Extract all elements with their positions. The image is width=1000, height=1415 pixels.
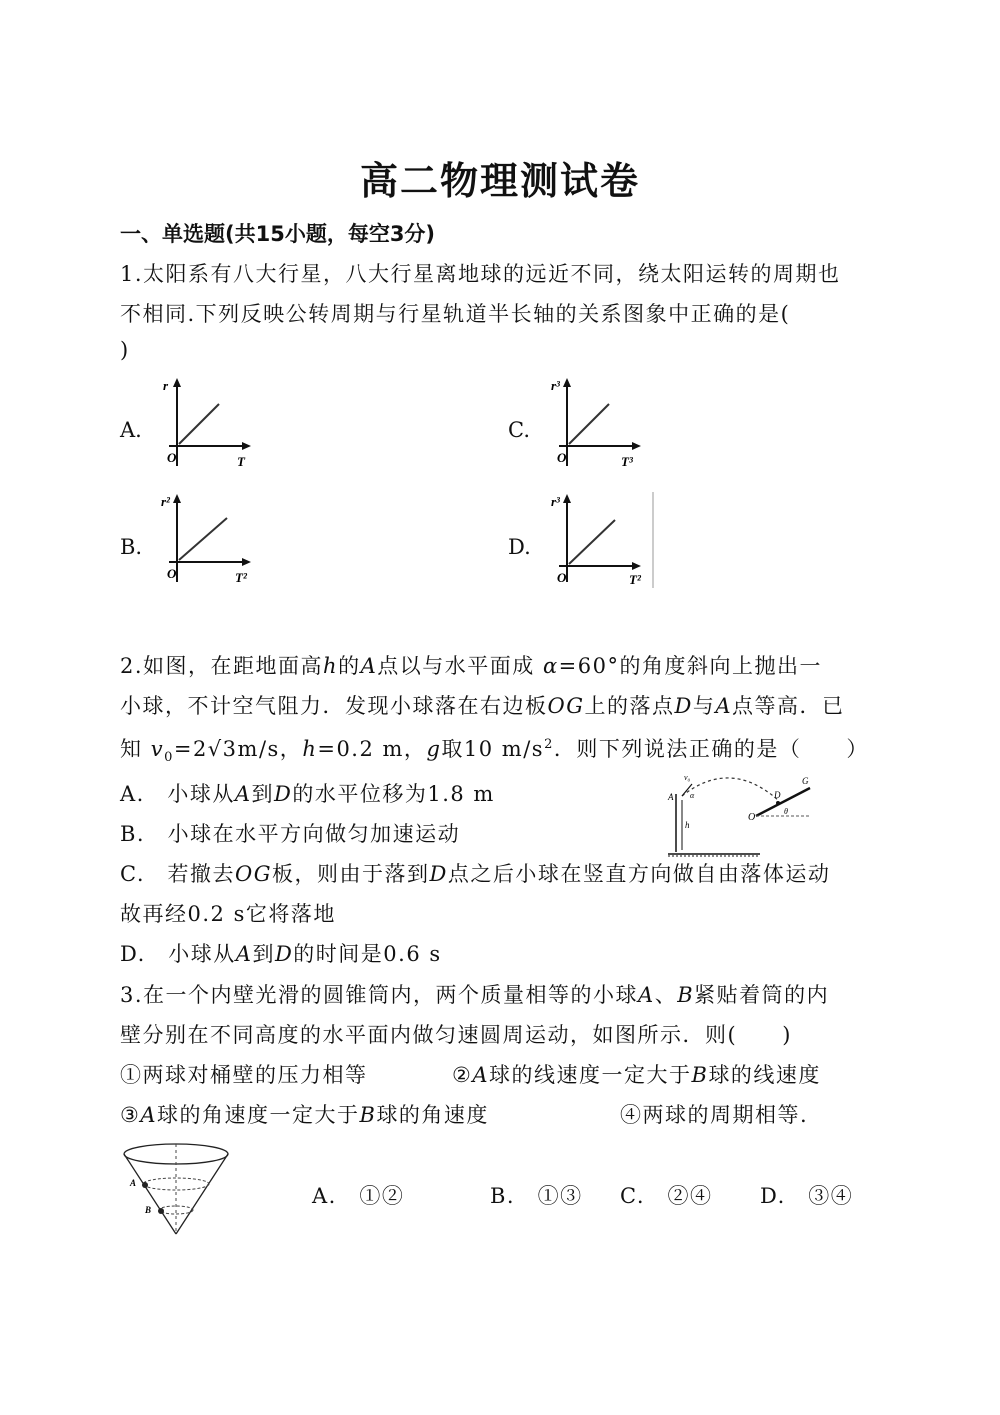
q1-line3: ) [120, 338, 130, 362]
y-axis-label: r³ [551, 494, 560, 509]
x-arrow-icon [242, 558, 251, 566]
q1-option-c-graph [545, 374, 675, 474]
label-b: B [145, 1205, 152, 1215]
q1-option-a-label[interactable]: A. [120, 418, 142, 442]
x-axis-label: T³ [621, 454, 633, 469]
q3-option-d[interactable]: D. ③④ [760, 1184, 854, 1208]
q1-option-a-graph [155, 374, 285, 474]
page-title: 高二物理测试卷 [359, 159, 640, 203]
label-h: h [685, 820, 690, 830]
q2-option-c-line2: 故再经0.2 s它将落地 [120, 902, 336, 926]
label-alpha: α [690, 791, 695, 800]
section-header: 一、单选题(共15小题，每空3分) [120, 222, 436, 246]
label-v0: v₀ [684, 773, 691, 782]
x-arrow-icon [242, 442, 251, 450]
x-arrow-icon [632, 442, 641, 450]
trajectory [682, 778, 778, 800]
point-d [776, 801, 780, 805]
y-arrow-icon [563, 494, 571, 503]
graph-line [569, 520, 615, 564]
q3-line1: 3.在一个内壁光滑的圆锥筒内，两个质量相等的小球A、B紧贴着筒的内 [120, 983, 830, 1007]
y-axis-label: r [163, 378, 169, 393]
label-a: A [130, 1178, 137, 1188]
y-axis-label: r³ [551, 378, 560, 393]
graph-line [179, 404, 219, 444]
origin-label: O [167, 450, 177, 465]
board-og [756, 788, 810, 816]
graph-line [569, 404, 609, 444]
x-axis-label: T [237, 454, 245, 469]
y-arrow-icon [563, 378, 571, 387]
q2-option-c[interactable]: C. 若撤去OG板，则由于落到D点之后小球在竖直方向做自由落体运动 [120, 862, 831, 886]
q3-statement-4: ④两球的周期相等. [620, 1103, 809, 1127]
ball-a [142, 1182, 148, 1188]
origin-label: O [167, 566, 177, 581]
q3-statement-3: ③A球的角速度一定大于B球的角速度 [120, 1103, 489, 1127]
q3-statement-2: ②A球的线速度一定大于B球的线速度 [452, 1063, 821, 1087]
q2-option-a[interactable]: A. 小球从A到D的水平位移为1.8 m [120, 782, 495, 806]
cone-side-left [124, 1154, 176, 1234]
y-arrow-icon [173, 494, 181, 503]
q1-line1: 1.太阳系有八大行星，八大行星离地球的远近不同，绕太阳运转的周期也 [120, 262, 841, 286]
label-d: D [774, 790, 781, 800]
q1-option-b-label[interactable]: B. [120, 535, 143, 559]
graph-line [179, 518, 227, 560]
label-g: G [802, 776, 809, 786]
ball-b [158, 1208, 164, 1214]
origin-label: O [557, 450, 567, 465]
q1-option-d-label[interactable]: D. [508, 535, 531, 559]
x-axis-label: T² [629, 572, 641, 587]
q3-option-c[interactable]: C. ②④ [620, 1184, 713, 1208]
q1-option-b-graph [155, 490, 285, 590]
origin-label: O [557, 570, 567, 585]
y-axis-label: r² [161, 494, 170, 509]
q2-line2: 小球，不计空气阻力．发现小球落在右边板OG上的落点D与A点等高．已 [120, 694, 845, 718]
q3-cone-figure [118, 1140, 238, 1240]
q2-projectile-figure [660, 770, 820, 860]
q1-option-c-label[interactable]: C. [508, 418, 530, 442]
x-axis-label: T² [235, 570, 247, 585]
q2-line3: 知 $v_0=2√3m/s$，h=0.2 m，g取10 $m/s^2$．则下列说法正确的是（ ） [120, 737, 869, 766]
q3-option-b[interactable]: B. ①③ [490, 1184, 583, 1208]
cone-side-right [176, 1154, 228, 1234]
q3-option-a[interactable]: A. ①② [312, 1184, 405, 1208]
y-arrow-icon [173, 378, 181, 387]
x-arrow-icon [632, 562, 641, 570]
q1-option-d-graph [545, 490, 675, 590]
q2-option-b[interactable]: B. 小球在水平方向做匀加速运动 [120, 822, 461, 846]
q3-statement-1: ①两球对桶壁的压力相等 [120, 1063, 368, 1087]
label-theta: θ [784, 807, 788, 816]
label-o: O [748, 812, 756, 823]
q2-option-d[interactable]: D. 小球从A到D的时间是0.6 s [120, 942, 442, 966]
q2-line1: 2.如图，在距地面高h的A点以与水平面成 α=60°的角度斜向上抛出一 [120, 654, 822, 678]
q3-line2: 壁分别在不同高度的水平面内做匀速圆周运动，如图所示．则( ) [120, 1023, 792, 1047]
label-a: A [668, 792, 674, 802]
q1-line2: 不相同.下列反映公转周期与行星轨道半长轴的关系图象中正确的是( [120, 302, 791, 326]
